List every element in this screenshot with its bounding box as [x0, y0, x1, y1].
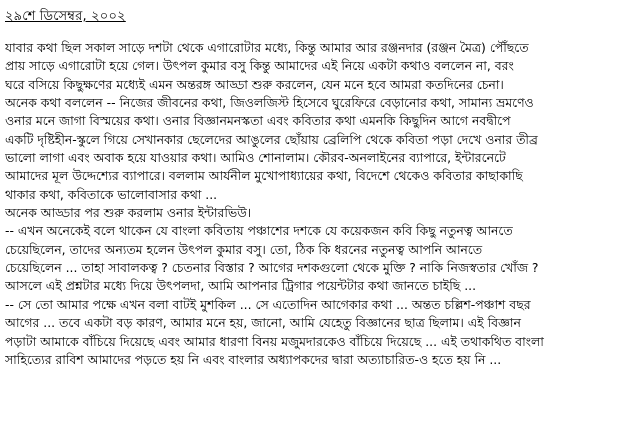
- text-line: অনেক আড্ডার পর শুরু করলাম ওনার ইন্টারভিউ।: [5, 205, 252, 221]
- text-line: আগের ... তবে একটা বড় কারণ, আমার মনে হয়, জানো, আমি যেহেতু বিজ্ঞানের ছাত্র ছিলাম। এই বিজ্ঞান: [5, 315, 521, 331]
- text-line: আমাদের মূল উদ্দেশ্যের ব্যাপারে। বললাম আর্যনীল মুখোপাধ্যায়ের কথা, বিদেশে থেকেও কবিতার কাছাকাছি: [5, 168, 523, 184]
- text-line: থাকার কথা, কবিতাকে ভালোবাসার কথা ...: [5, 186, 218, 202]
- text-line: প্রায় সাড়ে এগারোটা হয়ে গেল। উৎপল কুমার বসু কিন্তু আমাদের এই নিয়ে একটা কথাও বললেন না, বরং: [5, 58, 514, 74]
- document-body: [5, 39, 629, 369]
- text-line: চেয়েছিলেন ... তাহা সাবালকত্ব ? চেতনার বিস্তার ? আগের দশকগুলো থেকে মুক্তি ? নাকি নিজস্বতার খোঁজ ?: [5, 260, 539, 276]
- text-line: একটি দৃষ্টিহীন-স্কুলে গিয়ে সেখানকার ছেলেদের আঙুলের ছোঁয়ায় ব্রেলিপি থেকে কবিতা পড়া দেখে ওনার তীব্র: [5, 131, 538, 147]
- text-line: অনেক কথা বললেন -- নিজের জীবনের কথা, জিওলজিস্ট হিসেবে ঘুরেফিরে বেড়ানোর কথা, সামান্য ভ্রমণেও: [5, 95, 534, 111]
- text-line: চেয়েছিলেন, তাদের অন্যতম হলেন উৎপল কুমার বসু। তো, ঠিক কি ধরনের নতুনত্ব আপনি আনতে: [5, 241, 483, 257]
- text-line: পড়াটা আমাকে বাঁচিয়ে দিয়েছে এবং আমার ধারণা বিনয় মজুমদারকেও বাঁচিয়ে দিয়েছে ... এই তথাকথিত বাংলা: [5, 333, 544, 349]
- text-line: সাহিত্যের রাবিশ আমাদের পড়তে হয় নি এবং বাংলার অধ্যাপকদের দ্বারা অত্যাচারিত-ও হতে হয় নি ...: [5, 351, 502, 367]
- text-line: ওনার মনে জাগা বিস্ময়ের কথা। ওনার বিজ্ঞানমনস্কতা এবং কবিতার কথা এমনকি কিছুদিন আগে নবদ্বীপে: [5, 113, 511, 129]
- text-line: আসলে এই প্রশ্নটার মধ্যে দিয়ে উৎপলদা, আমি আপনার ট্রিগার পয়েন্টটার কথা জানতে চাইছি ...: [5, 278, 477, 294]
- text-line: -- সে তো আমার পক্ষে এখন বলা বাটই মুশকিল ... সে এতোদিন আগেকার কথা ... অন্তত চল্লিশ-পঞ্চাশ বছর: [5, 296, 531, 312]
- text-line: -- এখন অনেকেই বলে থাকেন যে বাংলা কবিতায় পঞ্চাশের দশকে যে কয়েকজন কবি কিছু নতুনত্ব আনতে: [5, 223, 513, 239]
- text-line: ভালো লাগা এবং অবাক হয়ে যাওয়ার কথা। আমিও শোনালাম। কৌরব-অনলাইনের ব্যাপারে, ইন্টারনেটে: [5, 150, 506, 166]
- document-date: ২৯শে ডিসেম্বর, ২০০২: [5, 9, 126, 24]
- text-line: যাবার কথা ছিল সকাল সাড়ে দশটা থেকে এগারোটার মধ্যে, কিন্তু আমার আর রঞ্জনদার (রঞ্জন মৈত্র) পৌঁছতে: [5, 40, 529, 55]
- text-line: ঘরে বসিয়ে কিছুক্ষণের মধ্যেই এমন অন্তরঙ্গ আড্ডা শুরু করলেন, যেন মনে হবে আমরা কতদিনের চেনা।: [5, 76, 504, 92]
